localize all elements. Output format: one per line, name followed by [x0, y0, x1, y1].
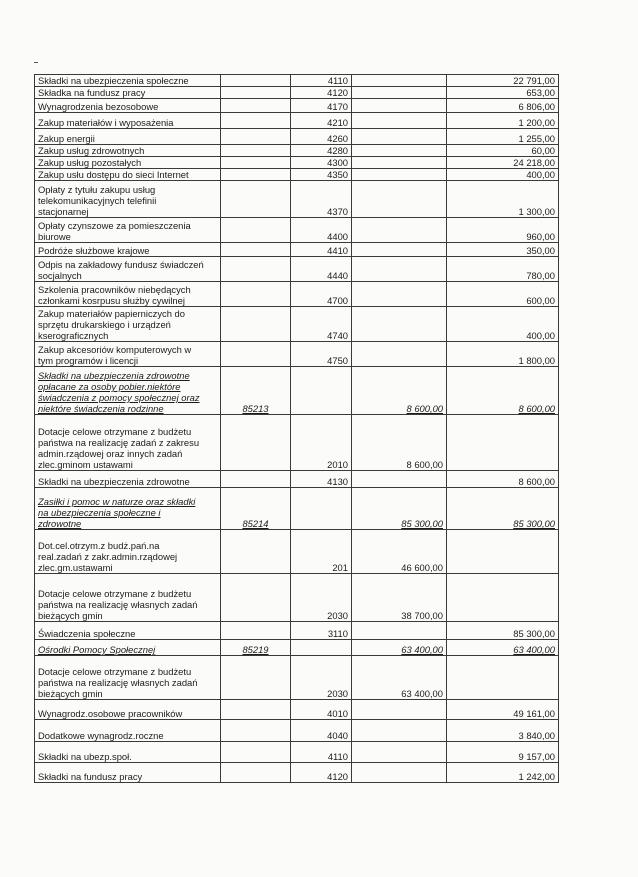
row-expense-amount: 85 300,00: [447, 488, 559, 530]
row-section-code: [221, 75, 291, 87]
row-expense-amount: 1 800,00: [447, 342, 559, 367]
row-description: Składki na ubezpieczenia zdrowotne: [35, 471, 221, 488]
row-section-code: [221, 282, 291, 307]
row-description: Dot.cel.otrzym.z budż.pań.na real.zadań z zakr.admin.rządowej zlec.gm.ustawami: [35, 530, 221, 574]
table-row: [35, 75, 559, 87]
row-income-amount: [352, 342, 447, 367]
table-row: [35, 99, 559, 113]
row-expense-amount: 653,00: [447, 87, 559, 99]
row-income-amount: 46 600,00: [352, 530, 447, 574]
row-expense-amount: 8 600,00: [447, 367, 559, 415]
row-expense-amount: 400,00: [447, 307, 559, 342]
row-income-amount: [352, 113, 447, 129]
row-paragraph: 4040: [291, 720, 352, 742]
row-paragraph: 4260: [291, 129, 352, 145]
row-paragraph: 4210: [291, 113, 352, 129]
row-section-code: [221, 181, 291, 218]
row-section-code: [221, 700, 291, 720]
row-paragraph: 2030: [291, 574, 352, 622]
row-paragraph: 4120: [291, 763, 352, 783]
row-description: Zasiłki i pomoc w naturze oraz składki na ubezpieczenia społeczne i zdrowotne: [35, 488, 221, 530]
row-section-code: 85213: [221, 367, 291, 415]
row-section-code: [221, 113, 291, 129]
row-section-code: [221, 145, 291, 157]
table-row: [35, 129, 559, 145]
margin-mark: [34, 62, 38, 63]
table-row: [35, 169, 559, 181]
row-section-code: [221, 243, 291, 257]
row-income-amount: [352, 145, 447, 157]
row-income-amount: [352, 720, 447, 742]
table-row: [35, 763, 559, 783]
row-description: Podróże służbowe krajowe: [35, 243, 221, 257]
row-expense-amount: 1 300,00: [447, 181, 559, 218]
row-expense-amount: [447, 656, 559, 700]
row-expense-amount: 1 200,00: [447, 113, 559, 129]
row-paragraph: 201: [291, 530, 352, 574]
row-description: Szkolenia pracowników niebędących członkami kosrpusu służby cywilnej: [35, 282, 221, 307]
row-income-amount: 38 700,00: [352, 574, 447, 622]
row-description: Zakup usług pozostałych: [35, 157, 221, 169]
table-row: [35, 342, 559, 367]
budget-table-body: [35, 75, 559, 783]
row-paragraph: 4170: [291, 99, 352, 113]
row-income-amount: [352, 243, 447, 257]
row-expense-amount: 350,00: [447, 243, 559, 257]
row-expense-amount: 780,00: [447, 257, 559, 282]
budget-table: [34, 74, 559, 783]
row-income-amount: [352, 763, 447, 783]
row-income-amount: [352, 129, 447, 145]
row-section-code: [221, 622, 291, 640]
row-description: Składki na fundusz pracy: [35, 763, 221, 783]
row-expense-amount: [447, 574, 559, 622]
row-paragraph: 4130: [291, 471, 352, 488]
row-section-code: [221, 530, 291, 574]
row-expense-amount: 3 840,00: [447, 720, 559, 742]
table-row: [35, 415, 559, 471]
row-income-amount: [352, 218, 447, 243]
row-paragraph: 4350: [291, 169, 352, 181]
row-section-code: [221, 471, 291, 488]
row-description: Składki na ubezpieczenia społeczne: [35, 75, 221, 87]
row-expense-amount: [447, 530, 559, 574]
row-description: Odpis na zakładowy fundusz świadczeń socjalnych: [35, 257, 221, 282]
row-description: Opłaty z tytułu zakupu usług telekomunikacyjnych telefinii stacjonarnej: [35, 181, 221, 218]
table-row: [35, 307, 559, 342]
row-section-code: [221, 763, 291, 783]
row-section-code: [221, 656, 291, 700]
row-expense-amount: 960,00: [447, 218, 559, 243]
row-paragraph: 4400: [291, 218, 352, 243]
row-expense-amount: 49 161,00: [447, 700, 559, 720]
row-paragraph: 4300: [291, 157, 352, 169]
row-paragraph: 4110: [291, 742, 352, 763]
row-income-amount: 8 600,00: [352, 415, 447, 471]
row-paragraph: 2010: [291, 415, 352, 471]
row-description: Składka na fundusz pracy: [35, 87, 221, 99]
row-income-amount: [352, 622, 447, 640]
row-income-amount: [352, 742, 447, 763]
table-row: [35, 742, 559, 763]
row-expense-amount: 24 218,00: [447, 157, 559, 169]
row-income-amount: [352, 75, 447, 87]
row-paragraph: [291, 488, 352, 530]
table-row: [35, 145, 559, 157]
table-row: [35, 700, 559, 720]
row-section-code: [221, 257, 291, 282]
table-row: [35, 243, 559, 257]
row-paragraph: 4740: [291, 307, 352, 342]
row-description: Składki na ubezpieczenia zdrowotne opłacane za osoby pobier.niektóre świadczenia z pomocy społecznej oraz niektóre świadczenia rodzinne: [35, 367, 221, 415]
row-income-amount: [352, 282, 447, 307]
row-income-amount: 63 400,00: [352, 640, 447, 656]
row-income-amount: [352, 257, 447, 282]
row-section-code: [221, 720, 291, 742]
row-description: Zakup materiałów i wyposażenia: [35, 113, 221, 129]
row-paragraph: 4750: [291, 342, 352, 367]
row-income-amount: [352, 87, 447, 99]
row-section-code: [221, 574, 291, 622]
section-row: [35, 367, 559, 415]
row-description: Świadczenia społeczne: [35, 622, 221, 640]
table-row: [35, 282, 559, 307]
row-section-code: [221, 342, 291, 367]
row-section-code: [221, 307, 291, 342]
row-description: Składki na ubezp.społ.: [35, 742, 221, 763]
row-description: Zakup akcesoriów komputerowych w tym programów i licencji: [35, 342, 221, 367]
row-section-code: [221, 218, 291, 243]
row-income-amount: [352, 307, 447, 342]
row-paragraph: 2030: [291, 656, 352, 700]
section-row: [35, 488, 559, 530]
row-expense-amount: 600,00: [447, 282, 559, 307]
row-section-code: [221, 99, 291, 113]
table-row: [35, 181, 559, 218]
row-paragraph: 4370: [291, 181, 352, 218]
row-expense-amount: 6 806,00: [447, 99, 559, 113]
row-income-amount: [352, 169, 447, 181]
row-paragraph: [291, 640, 352, 656]
table-row: [35, 257, 559, 282]
row-expense-amount: 60,00: [447, 145, 559, 157]
row-section-code: [221, 157, 291, 169]
row-description: Dotacje celowe otrzymane z budżetu państwa na realizację własnych zadań bieżących gmin: [35, 656, 221, 700]
table-row: [35, 622, 559, 640]
row-section-code: [221, 87, 291, 99]
row-expense-amount: 400,00: [447, 169, 559, 181]
table-row: [35, 574, 559, 622]
row-description: Dotacje celowe otrzymane z budżetu państwa na realizację własnych zadań bieżących gmin: [35, 574, 221, 622]
row-section-code: [221, 415, 291, 471]
row-expense-amount: 9 157,00: [447, 742, 559, 763]
row-expense-amount: 1 242,00: [447, 763, 559, 783]
row-section-code: [221, 129, 291, 145]
row-expense-amount: 85 300,00: [447, 622, 559, 640]
row-paragraph: 3110: [291, 622, 352, 640]
row-expense-amount: 8 600,00: [447, 471, 559, 488]
row-section-code: 85219: [221, 640, 291, 656]
row-paragraph: [291, 367, 352, 415]
row-income-amount: 8 600,00: [352, 367, 447, 415]
row-section-code: [221, 169, 291, 181]
row-expense-amount: 63 400,00: [447, 640, 559, 656]
row-description: Ośrodki Pomocy Społecznej: [35, 640, 221, 656]
row-description: Dotacje celowe otrzymane z budżetu państwa na realizację zadań z zakresu admin.rządowej oraz innych zadań zlec.gminom ustawami: [35, 415, 221, 471]
table-row: [35, 530, 559, 574]
table-row: [35, 87, 559, 99]
row-income-amount: [352, 99, 447, 113]
row-income-amount: 85 300,00: [352, 488, 447, 530]
row-income-amount: [352, 700, 447, 720]
row-paragraph: 4700: [291, 282, 352, 307]
row-paragraph: 4280: [291, 145, 352, 157]
row-description: Dodatkowe wynagrodz.roczne: [35, 720, 221, 742]
row-description: Wynagrodz.osobowe pracowników: [35, 700, 221, 720]
row-description: Wynagrodzenia bezosobowe: [35, 99, 221, 113]
table-row: [35, 656, 559, 700]
table-row: [35, 157, 559, 169]
row-description: Zakup materiałów papierniczych do sprzętu drukarskiego i urządzeń kserograficznych: [35, 307, 221, 342]
row-section-code: [221, 742, 291, 763]
row-description: Opłaty czynszowe za pomieszczenia biurowe: [35, 218, 221, 243]
table-row: [35, 218, 559, 243]
table-row: [35, 113, 559, 129]
row-description: Zakup usłu dostępu do sieci Internet: [35, 169, 221, 181]
row-income-amount: [352, 157, 447, 169]
table-row: [35, 471, 559, 488]
row-income-amount: [352, 471, 447, 488]
section-row: [35, 640, 559, 656]
row-paragraph: 4110: [291, 75, 352, 87]
table-row: [35, 720, 559, 742]
row-income-amount: [352, 181, 447, 218]
row-income-amount: 63 400,00: [352, 656, 447, 700]
row-description: Zakup usług zdrowotnych: [35, 145, 221, 157]
row-expense-amount: 1 255,00: [447, 129, 559, 145]
row-section-code: 85214: [221, 488, 291, 530]
row-paragraph: 4010: [291, 700, 352, 720]
row-paragraph: 4410: [291, 243, 352, 257]
row-description: Zakup energii: [35, 129, 221, 145]
row-paragraph: 4120: [291, 87, 352, 99]
row-paragraph: 4440: [291, 257, 352, 282]
row-expense-amount: [447, 415, 559, 471]
row-expense-amount: 22 791,00: [447, 75, 559, 87]
